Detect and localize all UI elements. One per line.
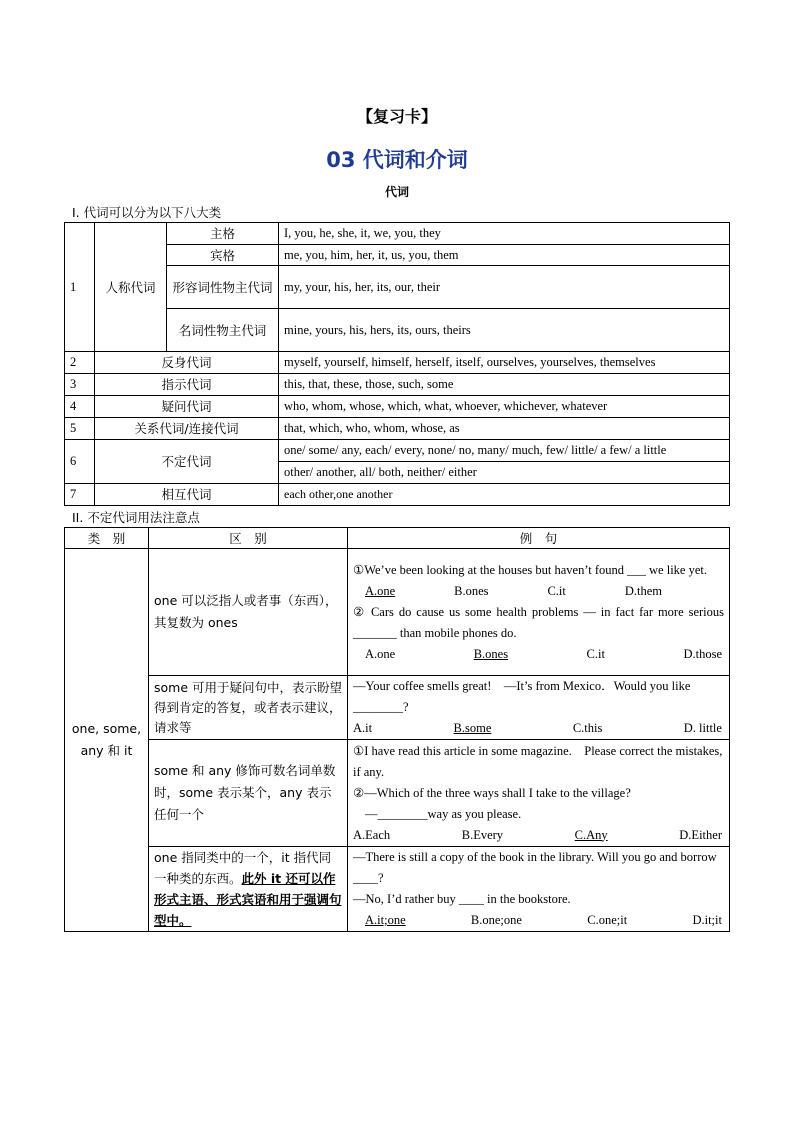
pronoun-type: 指示代词	[95, 374, 279, 396]
example-question: ② Cars do cause us some health problems — in fact far more serious _______ than mobile phones do.	[353, 604, 724, 640]
option-a: A.one	[365, 583, 396, 598]
table-row	[65, 374, 730, 396]
page-title: 03 代词和介词	[326, 148, 468, 172]
answer-options	[353, 718, 724, 739]
review-card-label: 【复习卡】	[356, 107, 437, 126]
table-row	[65, 418, 730, 440]
table-row	[65, 352, 730, 374]
option-a: A.it	[353, 721, 373, 735]
table-row	[65, 223, 730, 245]
pronoun-words: I, you, he, she, it, we, you, they	[279, 223, 730, 245]
pronoun-subtype: 主格	[167, 223, 279, 245]
option-a: A.Each	[353, 827, 391, 842]
indefinite-usage-table	[64, 527, 730, 932]
pronoun-words: this, that, these, those, such, some	[279, 374, 730, 396]
row-number: 4	[65, 396, 95, 418]
pronoun-type: 反身代词	[95, 352, 279, 374]
table-row	[65, 549, 730, 676]
row-number: 6	[65, 440, 95, 484]
answer-options	[353, 644, 724, 665]
pronoun-type: 不定代词	[95, 440, 279, 484]
option-c: C.it	[547, 583, 566, 598]
difference-cell: some 可用于疑问句中，表示盼望得到肯定的答复，或者表示建议，请求等	[149, 676, 348, 740]
difference-text: one 指同类中的一个，it 指代同一种类的东西。	[154, 850, 332, 886]
row-number: 3	[65, 374, 95, 396]
pronoun-type: 疑问代词	[95, 396, 279, 418]
example-question: —________way as you please.	[365, 806, 522, 821]
pronoun-words: one/ some/ any, each/ every, none/ no, many/ much, few/ little/ a few/ a little	[279, 440, 730, 462]
example-question: ①We’ve been looking at the houses but haven’t found ___ we like yet.	[353, 562, 707, 577]
answer-options	[353, 825, 724, 846]
answer-options	[353, 910, 724, 931]
option-d: D.them	[624, 583, 662, 598]
example-question: —Your coffee smells great! —It’s from Mexico．Would you like ________?	[353, 679, 691, 714]
option-a: A.it;one	[365, 913, 406, 927]
difference-cell: one 可以泛指人或者事（东西），其复数为 ones	[149, 549, 348, 676]
example-question: —No, I’d rather buy ____ in the bookstore.	[353, 892, 571, 906]
pronoun-words: each other,one another	[279, 484, 730, 506]
part2-heading: II. 不定代词用法注意点	[72, 510, 200, 525]
option-b: B.ones	[454, 583, 489, 598]
difference-emphasis: 此外 it 还可以作形式主语、形式宾语和用于强调句型中。	[154, 871, 342, 928]
option-c: C.it	[586, 646, 605, 661]
option-d: D.Either	[679, 827, 722, 842]
row-number: 5	[65, 418, 95, 440]
pronoun-words: my, your, his, her, its, our, their	[279, 266, 730, 309]
pronoun-words: mine, yours, his, hers, its, ours, theirs	[279, 309, 730, 352]
option-c: C.one;it	[587, 913, 628, 927]
table-row	[65, 740, 730, 847]
part1-heading: I. 代词可以分为以下八大类	[72, 205, 222, 220]
option-b: B.some	[453, 721, 492, 735]
header-difference: 区 别	[149, 528, 348, 549]
row-number: 7	[65, 484, 95, 506]
table-header-row	[65, 528, 730, 549]
row-number: 2	[65, 352, 95, 374]
pronoun-type: 关系代词/连接代词	[95, 418, 279, 440]
pronoun-subtype: 宾格	[167, 245, 279, 266]
pronoun-words: other/ another, all/ both, neither/ either	[279, 462, 730, 484]
pronoun-type: 相互代词	[95, 484, 279, 506]
table-row	[65, 440, 730, 462]
row-number: 1	[65, 223, 95, 352]
example-question: ①I have read this article in some magazine. Please correct the mistakes, if any.	[353, 743, 723, 779]
example-question: ②—Which of the three ways shall I take to the village?	[353, 785, 631, 800]
table-row	[65, 847, 730, 932]
option-b: B.one;one	[470, 913, 522, 927]
option-a: A.one	[365, 646, 396, 661]
table-row	[65, 396, 730, 418]
pronoun-types-table	[64, 222, 730, 506]
pronoun-subtype: 名词性物主代词	[167, 309, 279, 352]
category-cell: one, some, any 和 it	[65, 549, 149, 932]
option-c: C.Any	[574, 827, 608, 842]
table-row	[65, 484, 730, 506]
pronoun-words: myself, yourself, himself, herself, itself, ourselves, yourselves, themselves	[279, 352, 730, 374]
difference-cell: some 和 any 修饰可数名词单数时，some 表示某个，any 表示任何一个	[149, 740, 348, 847]
example-cell	[348, 847, 730, 932]
option-d: D.it;it	[692, 913, 722, 927]
example-cell	[348, 740, 730, 847]
section-title: 代词	[384, 185, 409, 199]
pronoun-words: me, you, him, her, it, us, you, them	[279, 245, 730, 266]
example-question: —There is still a copy of the book in the library. Will you go and borrow ____?	[353, 850, 717, 885]
table-row	[65, 676, 730, 740]
answer-options	[353, 581, 724, 602]
option-b: B.ones	[473, 646, 509, 661]
example-cell	[348, 676, 730, 740]
header-category: 类 别	[65, 528, 149, 549]
example-cell	[348, 549, 730, 676]
personal-pronoun-label: 人称代词	[95, 223, 167, 352]
option-c: C.this	[572, 721, 603, 735]
option-d: D. little	[683, 721, 722, 735]
pronoun-words: that, which, who, whom, whose, as	[279, 418, 730, 440]
difference-cell	[149, 847, 348, 932]
pronoun-words: who, whom, whose, which, what, whoever, whichever, whatever	[279, 396, 730, 418]
option-d: D.those	[683, 646, 722, 661]
option-b: B.Every	[461, 827, 504, 842]
pronoun-subtype: 形容词性物主代词	[167, 266, 279, 309]
header-example: 例 句	[348, 528, 730, 549]
